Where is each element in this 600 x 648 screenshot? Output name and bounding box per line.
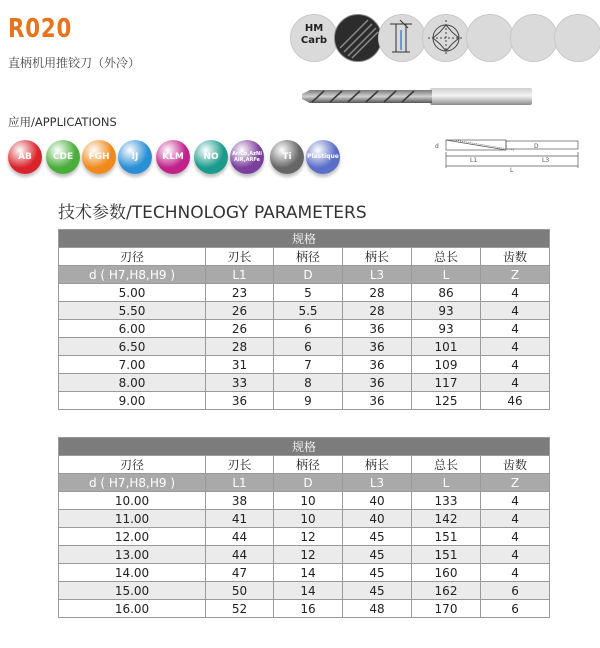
table-row [59, 356, 550, 374]
table-cell: 45 [343, 564, 412, 582]
table-cell: 44 [206, 528, 274, 546]
table-cell: 142 [412, 510, 481, 528]
applications-label: 应用/APPLICATIONS [8, 115, 117, 129]
col-symbol: L3 [343, 266, 412, 284]
badge-label: AIR,ARFe [234, 157, 260, 163]
table-cell: 28 [343, 302, 412, 320]
table-cell: 4 [481, 338, 550, 356]
col-header: 柄长 [343, 248, 412, 266]
col-symbol: L1 [206, 266, 274, 284]
table-cell: 151 [412, 528, 481, 546]
table-cell: 4 [481, 284, 550, 302]
table-cell: 86 [412, 284, 481, 302]
table-cell: 8 [274, 374, 343, 392]
table-cell: 36 [206, 392, 274, 410]
table-cell: 4 [481, 374, 550, 392]
carb-label: Carb [300, 35, 328, 46]
col-symbol: Z [481, 266, 550, 284]
badge-label: IJ [131, 152, 139, 162]
table-cell: 117 [412, 374, 481, 392]
table-cell: 5 [274, 284, 343, 302]
table-cell: 12.00 [59, 528, 206, 546]
badge-label: FGH [88, 152, 110, 162]
table-cell: 170 [412, 600, 481, 618]
table-cell: 28 [343, 284, 412, 302]
table-cell: 12 [274, 528, 343, 546]
application-badge [8, 140, 42, 174]
col-symbol: d ( H7,H8,H9 ) [59, 266, 206, 284]
table-cell: 10.00 [59, 492, 206, 510]
badge-label: Plastique [307, 153, 339, 160]
col-header: 刃径 [59, 456, 206, 474]
table-cell: 16 [274, 600, 343, 618]
table-cell: 4 [481, 492, 550, 510]
table-cell: 12 [274, 546, 343, 564]
dimension-drawing [432, 128, 582, 172]
blank-icon [466, 14, 514, 62]
col-header: 柄长 [343, 456, 412, 474]
table-cell: 6 [274, 320, 343, 338]
table-cell: 40 [343, 510, 412, 528]
table-cell: 23 [206, 284, 274, 302]
table-row [59, 564, 550, 582]
table-cell: 50 [206, 582, 274, 600]
table-row [59, 492, 550, 510]
table-cell: 41 [206, 510, 274, 528]
table-row [59, 338, 550, 356]
table-cell: 162 [412, 582, 481, 600]
table-cell: 7 [274, 356, 343, 374]
table-cell: 40 [343, 492, 412, 510]
table-row [59, 374, 550, 392]
table-cell: 36 [343, 320, 412, 338]
table-cell: 26 [206, 302, 274, 320]
col-symbol: Z [481, 474, 550, 492]
table-cell: 13.00 [59, 546, 206, 564]
table-row [59, 582, 550, 600]
dim-l-label: L [510, 167, 514, 172]
table-cell: 4 [481, 510, 550, 528]
table-cell: 6 [274, 338, 343, 356]
table-cell: 4 [481, 546, 550, 564]
parameters-table-2 [58, 437, 550, 618]
col-symbol: L [412, 474, 481, 492]
cross-section-icon [422, 14, 470, 62]
spec-group-header: 规格 [59, 230, 550, 248]
table-row [59, 546, 550, 564]
col-symbol: d ( H7,H8,H9 ) [59, 474, 206, 492]
col-header: 柄径 [274, 456, 343, 474]
table-cell: 6.00 [59, 320, 206, 338]
application-badge [82, 140, 116, 174]
application-badge [156, 140, 190, 174]
table-row [59, 392, 550, 410]
col-header: 齿数 [481, 456, 550, 474]
table-cell: 4 [481, 356, 550, 374]
dim-d-label: d [435, 143, 439, 150]
table-cell: 14.00 [59, 564, 206, 582]
table-cell: 36 [343, 356, 412, 374]
col-symbol: L [412, 266, 481, 284]
table-cell: 125 [412, 392, 481, 410]
table-cell: 26 [206, 320, 274, 338]
col-symbol: L1 [206, 474, 274, 492]
table-cell: 93 [412, 302, 481, 320]
table-cell: 36 [343, 374, 412, 392]
table-cell: 45 [343, 546, 412, 564]
table-row [59, 302, 550, 320]
application-badge [306, 140, 340, 174]
tool-angle-icon [378, 14, 426, 62]
table-cell: 6 [481, 600, 550, 618]
hm-carb-icon [290, 14, 338, 62]
table-cell: 11.00 [59, 510, 206, 528]
table-cell: 52 [206, 600, 274, 618]
table-cell: 10 [274, 510, 343, 528]
badge-label: NO [203, 152, 219, 162]
table-cell: 4 [481, 564, 550, 582]
product-subtitle: 直柄机用推铰刀（外冷） [8, 56, 141, 70]
table-cell: 15.00 [59, 582, 206, 600]
table-cell: 14 [274, 582, 343, 600]
table-cell: 4 [481, 302, 550, 320]
table-cell: 36 [343, 392, 412, 410]
parameters-table-1 [58, 229, 550, 410]
badge-label: Ti [282, 152, 292, 162]
table-cell: 46 [481, 392, 550, 410]
table-cell: 45 [343, 528, 412, 546]
table-cell: 48 [343, 600, 412, 618]
application-badge [270, 140, 304, 174]
table-cell: 9.00 [59, 392, 206, 410]
application-badge [118, 140, 152, 174]
col-header: 柄径 [274, 248, 343, 266]
table-cell: 10 [274, 492, 343, 510]
table-row [59, 528, 550, 546]
badge-label: AB [18, 152, 32, 162]
table-row [59, 320, 550, 338]
model-code: R020 [8, 14, 73, 44]
table-cell: 16.00 [59, 600, 206, 618]
table-row [59, 600, 550, 618]
table-cell: 5.00 [59, 284, 206, 302]
col-header: 刃径 [59, 248, 206, 266]
application-badge [194, 140, 228, 174]
table-cell: 6 [481, 582, 550, 600]
table-cell: 5.5 [274, 302, 343, 320]
table-cell: 4 [481, 320, 550, 338]
hm-label: HM [304, 23, 324, 34]
table-cell: 9 [274, 392, 343, 410]
blank-icon [554, 14, 600, 62]
table-cell: 109 [412, 356, 481, 374]
table-cell: 101 [412, 338, 481, 356]
table-cell: 45 [343, 582, 412, 600]
table-cell: 160 [412, 564, 481, 582]
table-cell: 47 [206, 564, 274, 582]
table-cell: 44 [206, 546, 274, 564]
table-cell: 36 [343, 338, 412, 356]
badge-label: Ar/Co,AzNi [232, 151, 262, 157]
dim-l1-label: L1 [470, 157, 478, 164]
badge-label: CDE [52, 152, 74, 162]
table-cell: 4 [481, 528, 550, 546]
table-cell: 33 [206, 374, 274, 392]
table-cell: 14 [274, 564, 343, 582]
table-cell: 38 [206, 492, 274, 510]
table-cell: 31 [206, 356, 274, 374]
table-row [59, 510, 550, 528]
section-title: 技术参数/TECHNOLOGY PARAMETERS [58, 203, 367, 223]
col-header: 总长 [412, 456, 481, 474]
dim-l3-label: L3 [542, 157, 550, 164]
col-header: 刃长 [206, 456, 274, 474]
application-badge [46, 140, 80, 174]
table-cell: 151 [412, 546, 481, 564]
table-cell: 6.50 [59, 338, 206, 356]
col-header: 总长 [412, 248, 481, 266]
col-symbol: D [274, 474, 343, 492]
badge-label: KLM [162, 152, 184, 162]
application-badge [230, 140, 264, 174]
table-cell: 7.00 [59, 356, 206, 374]
col-header: 刃长 [206, 248, 274, 266]
col-symbol: D [274, 266, 343, 284]
table-cell: 93 [412, 320, 481, 338]
blank-icon [510, 14, 558, 62]
table-cell: 28 [206, 338, 274, 356]
col-symbol: L3 [343, 474, 412, 492]
dim-d-shank-label: D [534, 143, 539, 150]
table-cell: 133 [412, 492, 481, 510]
spec-group-header: 规格 [59, 438, 550, 456]
table-cell: 5.50 [59, 302, 206, 320]
spiral-flute-icon [334, 14, 382, 62]
reamer-tool-image [300, 80, 535, 112]
table-cell: 8.00 [59, 374, 206, 392]
col-header: 齿数 [481, 248, 550, 266]
table-row [59, 284, 550, 302]
